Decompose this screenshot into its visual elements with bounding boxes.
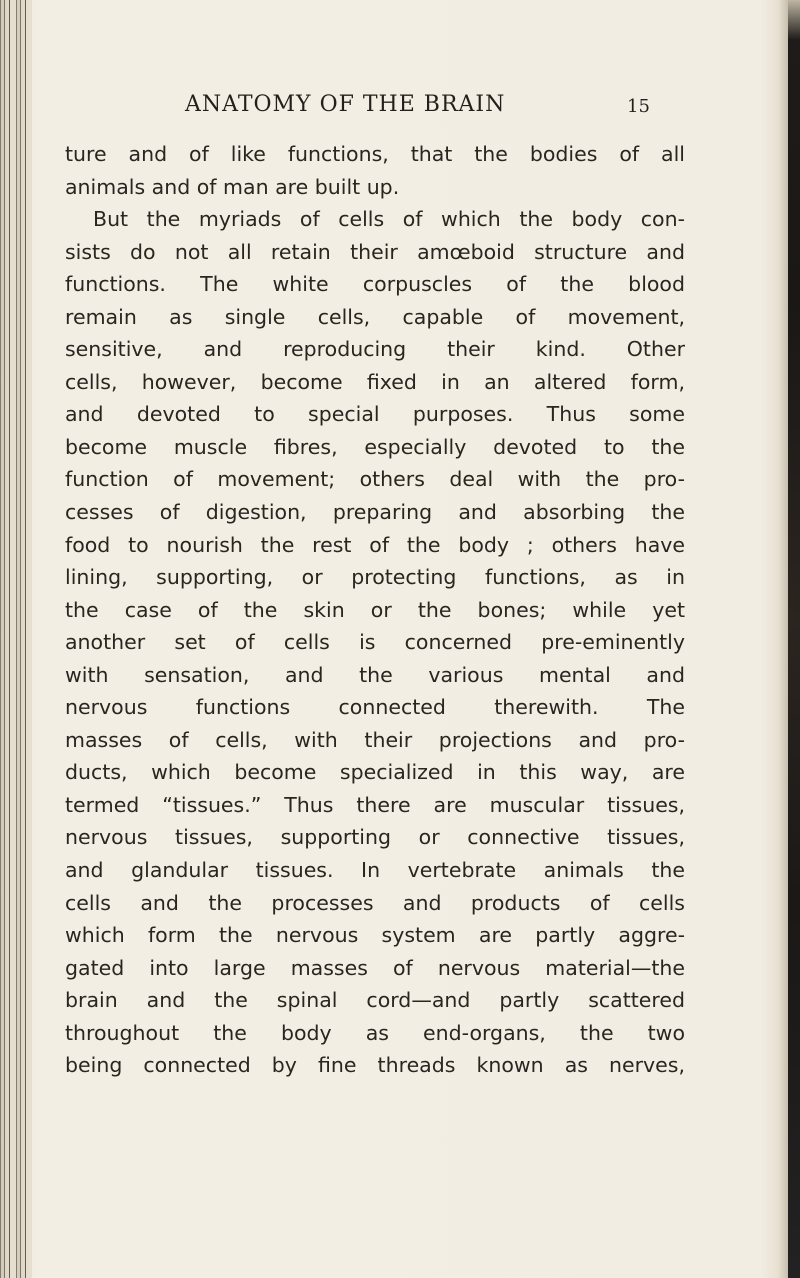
text-line: and devoted to special purposes. Thus some xyxy=(65,402,685,427)
text-line: cells, however, become fixed in an altered form, xyxy=(65,369,685,394)
text-line: But the myriads of cells of which the body con- xyxy=(93,207,685,232)
text-line: another set of cells is concerned pre-eminently xyxy=(65,630,685,655)
text-line: throughout the body as end-organs, the two xyxy=(65,1020,685,1045)
text-line: ture and of like functions, that the bodies of all xyxy=(65,142,685,166)
text-line: being connected by fine threads known as nerves, xyxy=(65,1053,685,1078)
text-line: cesses of digestion, preparing and absorbing the xyxy=(65,500,685,525)
text-line: nervous functions connected therewith. The xyxy=(65,695,685,720)
text-line: functions. The white corpuscles of the blood xyxy=(65,272,685,297)
text-line: become muscle fibres, especially devoted to the xyxy=(65,434,685,459)
text-line: with sensation, and the various mental and xyxy=(65,662,685,687)
text-line: sensitive, and reproducing their kind. Other xyxy=(65,337,685,362)
text-line: and glandular tissues. In vertebrate animals the xyxy=(65,858,685,883)
text-line: masses of cells, with their projections and pro- xyxy=(65,727,685,752)
text-line: remain as single cells, capable of movement, xyxy=(65,304,685,329)
text-line: food to nourish the rest of the body ; others have xyxy=(65,532,685,557)
text-line: gated into large masses of nervous material—the xyxy=(65,955,685,980)
text-line: which form the nervous system are partly aggre- xyxy=(65,923,685,948)
text-line: lining, supporting, or protecting functions, as in xyxy=(65,565,685,590)
page-fold-shadow xyxy=(778,0,788,1278)
text-line: function of movement; others deal with the pro- xyxy=(65,467,685,492)
text-line: sists do not all retain their amœboid structure and xyxy=(65,239,685,264)
running-head: ANATOMY OF THE BRAIN xyxy=(185,92,506,117)
text-line: brain and the spinal cord—and partly scattered xyxy=(65,988,685,1013)
text-line: termed “tissues.” Thus there are muscular tissues, xyxy=(65,792,685,817)
page-header xyxy=(0,92,800,124)
text-line: cells and the processes and products of cells xyxy=(65,890,685,915)
body-text xyxy=(65,138,685,1082)
page-dark-edge xyxy=(788,0,800,1278)
text-line: animals and of man are built up. xyxy=(65,174,400,199)
page-binding-edge xyxy=(0,0,32,1278)
text-line: the case of the skin or the bones; while yet xyxy=(65,597,685,622)
text-line: nervous tissues, supporting or connective tissues, xyxy=(65,825,685,850)
page-number: 15 xyxy=(627,96,650,117)
text-line: ducts, which become specialized in this way, are xyxy=(65,760,685,785)
